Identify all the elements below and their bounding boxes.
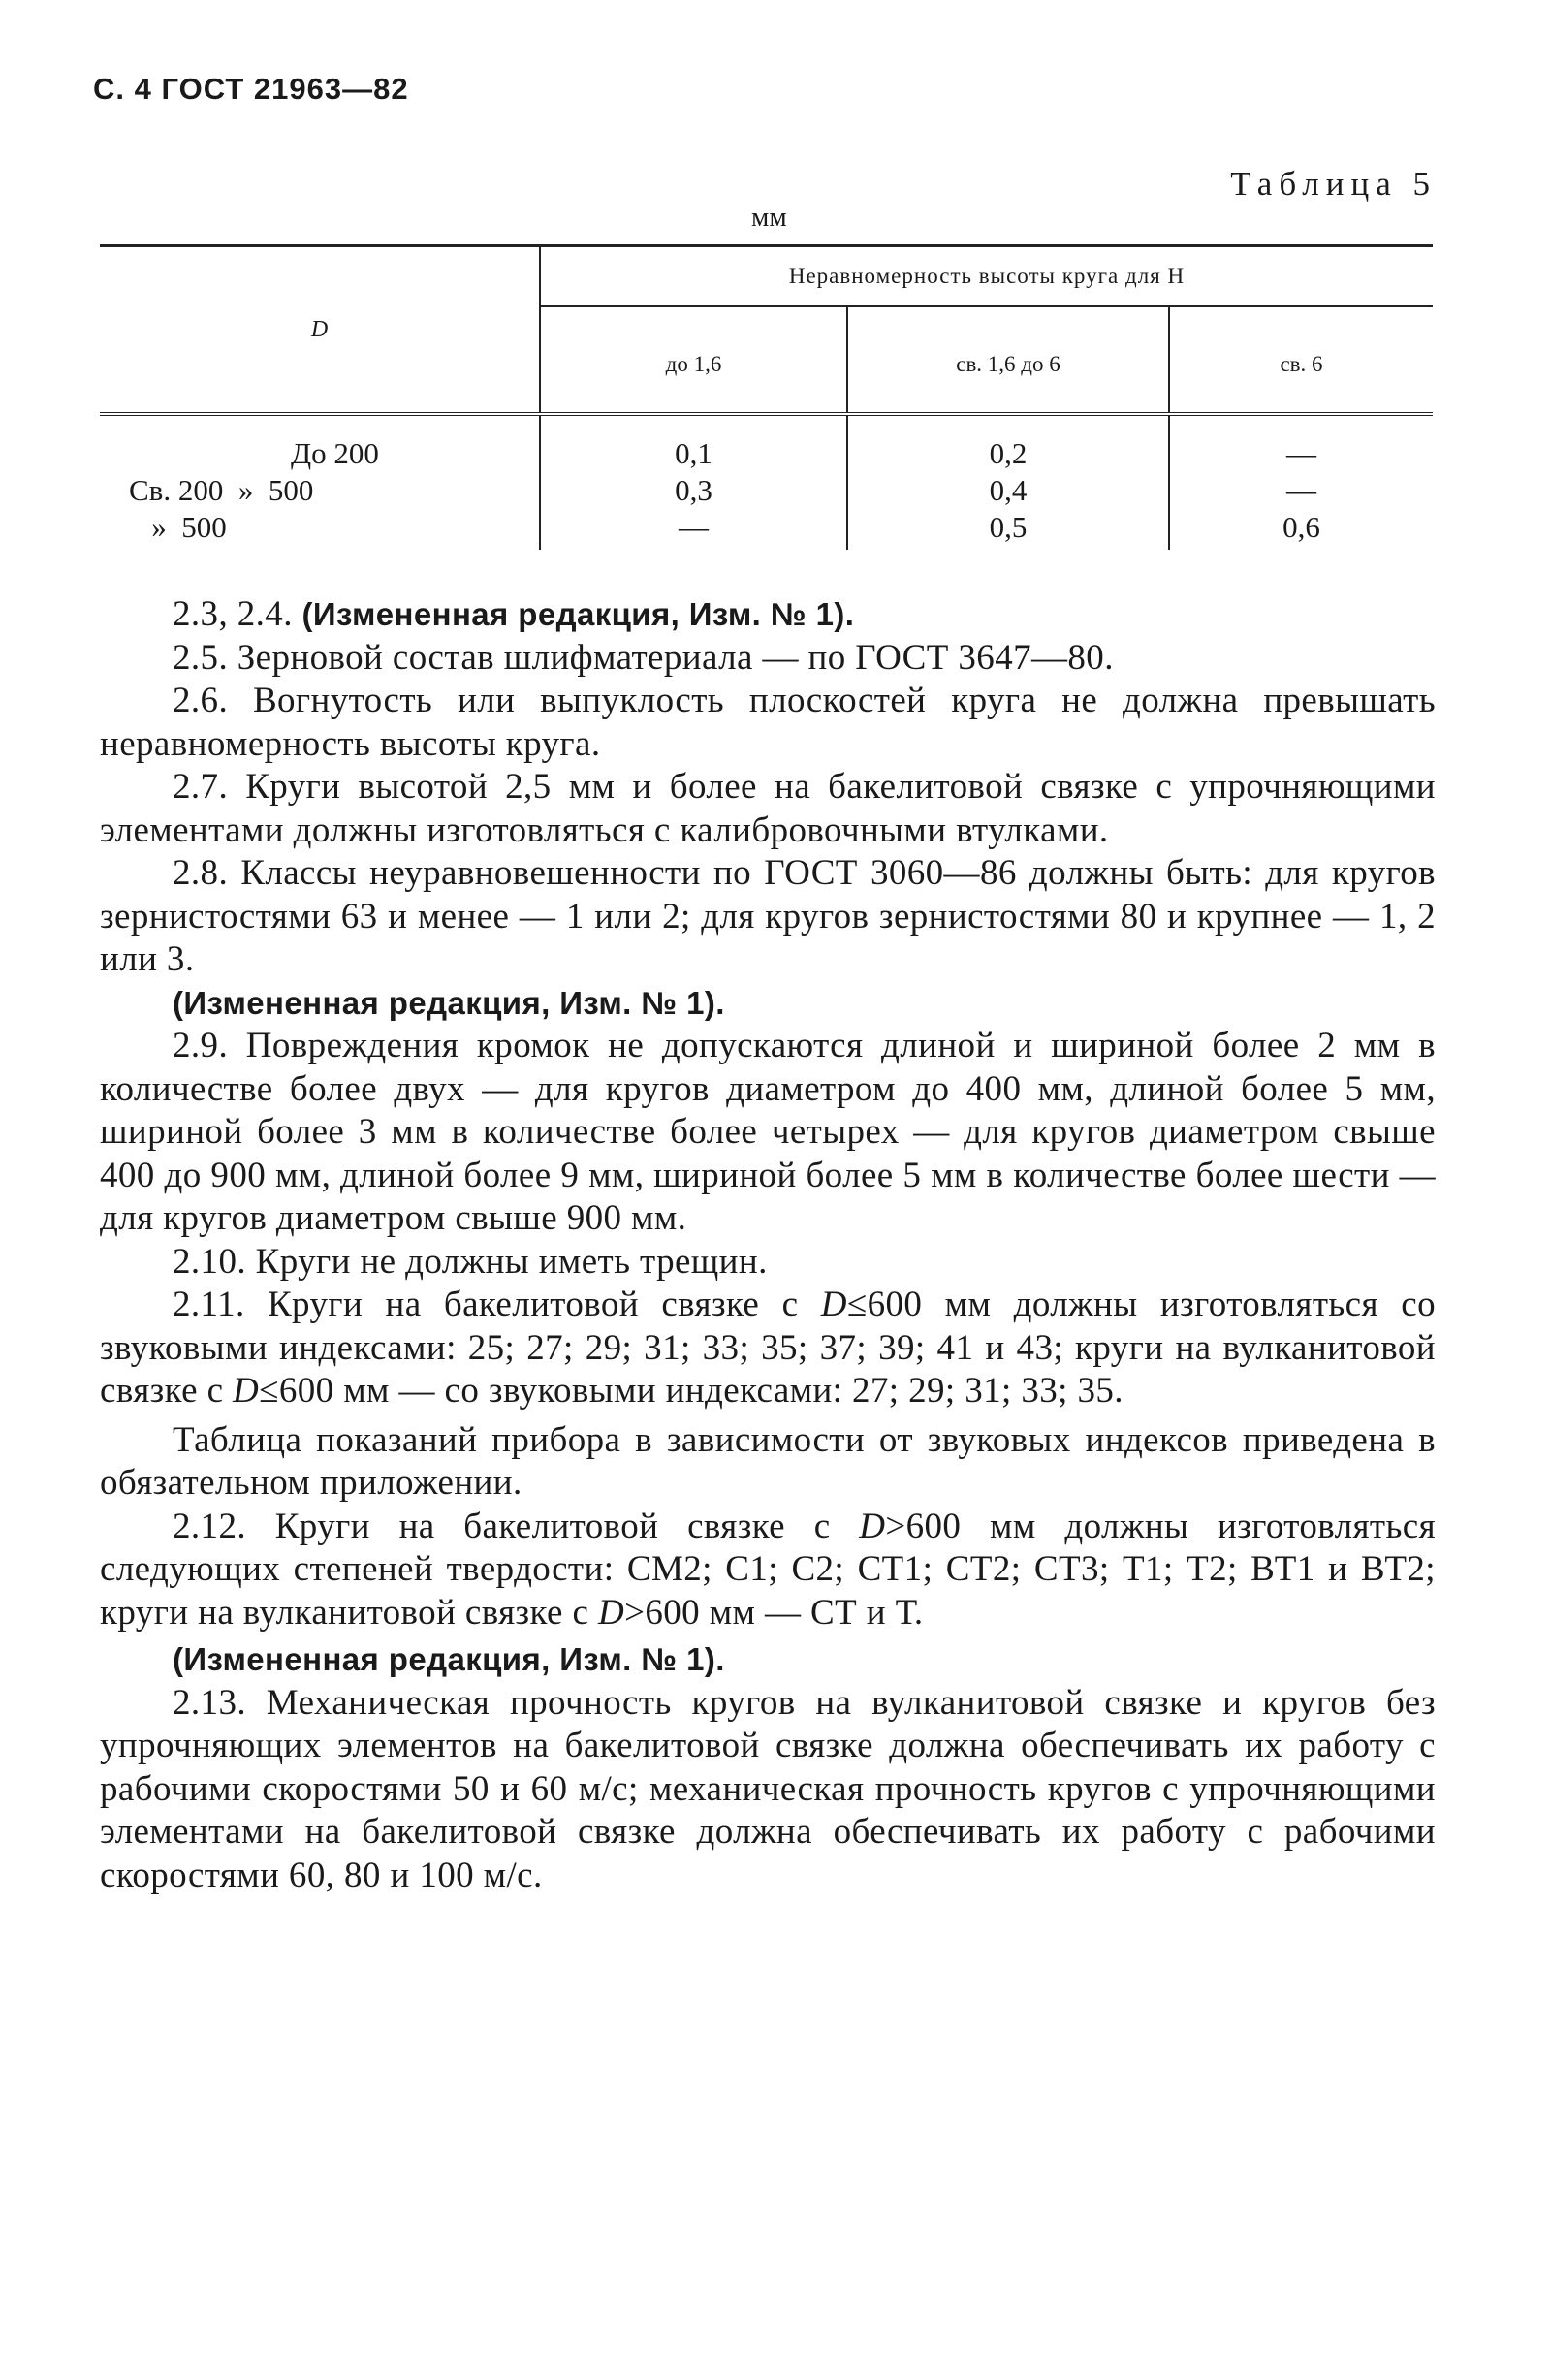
d-symbol: D	[597, 1592, 625, 1633]
cell-value: 0,5	[989, 510, 1028, 544]
revision-note: (Измененная редакция, Изм. № 1).	[173, 1641, 725, 1677]
col1-cell	[540, 416, 847, 550]
table-units: мм	[751, 202, 787, 233]
cell-value: —	[1286, 473, 1316, 507]
cell-value: 0,3	[675, 473, 712, 507]
cell-value: 0,2	[989, 436, 1028, 470]
para-text: ≤600 мм — со звуковыми индексами: 27; 29; 31; 33; 35.	[259, 1371, 1124, 1411]
para-2-6: 2.6. Вогнутость или выпуклость плоскостей круга не должна превышать неравномерность высоты круга.	[100, 681, 1436, 764]
d-symbol: D	[820, 1285, 847, 1324]
para-2-13: 2.13. Механическая прочность кругов на вулканитовой связке и кругов без упрочняющих элементов на бакелитовой связке должна обеспечивать их работу с рабочими скоростями 50 и 60 м/с; механическая прочность кругов с упрочняющими элементами на бакелитовой связке должна обеспечивать их работу с рабочими скоростями 60, 80 и 100 м/с.	[100, 1682, 1436, 1895]
para-text: 2.3, 2.4.	[173, 594, 302, 634]
para-2-11	[100, 1284, 1436, 1413]
para-text: ≤600 мм должны изготовляться со звуковыми индексами: 25; 27; 29; 31; 33; 35; 37; 39; 41 и 43; круги на вулканитовой связке с	[100, 1285, 1436, 1411]
para-text: >600 мм — СТ и Т.	[624, 1592, 924, 1633]
body-text	[100, 593, 1436, 1897]
cell-value: 0,6	[1282, 510, 1320, 544]
cell-value: 0,4	[989, 473, 1028, 507]
page-header: С. 4 ГОСТ 21963—82	[93, 72, 409, 106]
revision-note-2	[100, 1638, 1436, 1682]
unevenness-table	[100, 244, 1433, 550]
sub-header-2: св. 1,6 до 6	[847, 306, 1169, 414]
para-2-3	[100, 593, 1436, 637]
d-symbol: D	[859, 1506, 886, 1546]
table-body-row	[100, 416, 1433, 550]
cell-value: 0,1	[675, 436, 712, 470]
cell-value: —	[1286, 436, 1316, 470]
d-values-cell	[100, 416, 540, 550]
revision-note: (Измененная редакция, Изм. № 1).	[173, 984, 725, 1021]
group-header: Неравномерность высоты круга для H	[540, 246, 1433, 307]
table-5	[100, 244, 1433, 550]
para-2-9: 2.9. Повреждения кромок не допускаются длиной и шириной более 2 мм в количестве более двух — для кругов диаметром до 400 мм, длиной более 5 мм, шириной более 3 мм в количестве более четырех — для кругов диаметром свыше 400 до 900 мм, длиной более 9 мм, шириной более 5 мм в количестве более шести — для кругов диаметром свыше 900 мм.	[100, 1026, 1436, 1238]
d-value: » 500	[129, 510, 227, 544]
table-title: Таблица 5	[1230, 165, 1437, 203]
cell-value: —	[679, 510, 709, 544]
para-text: >600 мм должны изготовляться следующих степеней твердости: СМ2; С1; С2; СТ1; СТ2; СТ3; Т1; Т2; ВТ1 и ВТ2; круги на вулканитовой связке с	[100, 1506, 1436, 1633]
para-text: 2.12. Круги на бакелитовой связке с	[173, 1506, 860, 1546]
para-2-10: 2.10. Круги не должны иметь трещин.	[173, 1241, 768, 1282]
sub-header-3: св. 6	[1280, 352, 1323, 376]
para-2-5: 2.5. Зерновой состав шлифматериала — по ГОСТ 3647—80.	[173, 637, 1114, 678]
para-2-7: 2.7. Круги высотой 2,5 мм и более на бакелитовой связке с упрочняющими элементами должны изготовляться с калибровочными втулками.	[100, 767, 1436, 850]
para-2-11-table: Таблица показаний прибора в зависимости от звуковых индексов приведена в обязательном приложении.	[100, 1419, 1436, 1503]
d-value: До 200	[291, 436, 379, 470]
d-value: Св. 200 » 500	[129, 473, 314, 507]
para-2-12	[100, 1506, 1436, 1635]
para-text: 2.11. Круги на бакелитовой связке с	[173, 1285, 821, 1324]
d-symbol: D	[233, 1371, 260, 1411]
revision-note: (Измененная редакция, Изм. № 1).	[301, 596, 855, 632]
col2-cell	[847, 416, 1169, 550]
sub-header-1: до 1,6	[540, 306, 847, 414]
col3-cell	[1169, 416, 1433, 550]
para-2-8: 2.8. Классы неуравновешенности по ГОСТ 3060—86 должны быть: для кругов зернистостями 63 и менее — 1 или 2; для кругов зернистостями 80 и крупнее — 1, 2 или 3.	[100, 853, 1436, 979]
revision-note-1	[100, 982, 1436, 1026]
col-d-header: D	[100, 246, 540, 415]
